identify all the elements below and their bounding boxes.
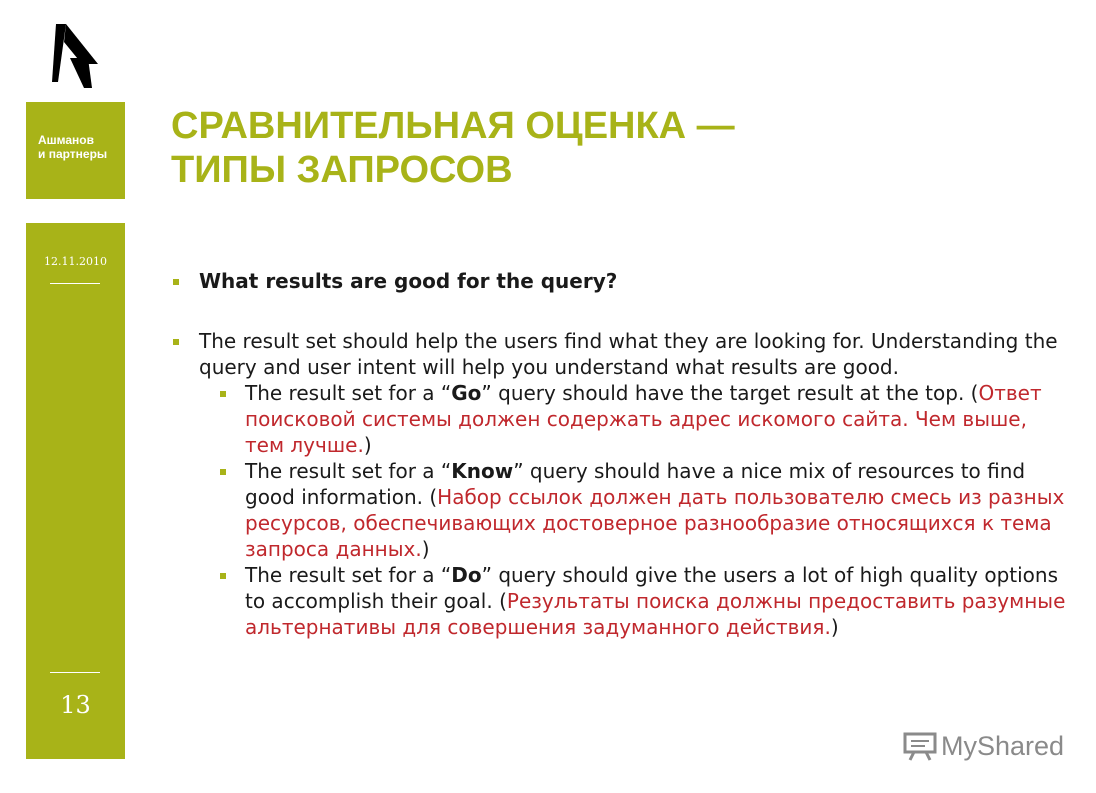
slide-date: 12.11.2010 <box>44 255 107 268</box>
do-post: ” query should give the users a lot of high quality options to accomplish their goal. ( <box>245 563 1058 613</box>
divider <box>50 672 100 673</box>
bullet-icon <box>173 339 179 345</box>
sidebar <box>26 223 125 759</box>
brand-name-line1: Ашманов <box>38 133 95 147</box>
list-item <box>171 328 1071 380</box>
go-post: ” query should have the target result at the top. ( <box>481 381 979 405</box>
divider <box>50 283 100 284</box>
bullet-icon <box>220 573 226 579</box>
bullet-icon <box>220 469 226 475</box>
title-line1: СРАВНИТЕЛЬНАЯ ОЦЕНКА — <box>171 105 735 147</box>
do-end: ) <box>830 615 839 639</box>
do-pre: The result set for a “ <box>245 563 452 587</box>
list-item-do <box>171 562 1071 640</box>
brand-box <box>26 102 125 199</box>
go-pre: The result set for a “ <box>245 381 452 405</box>
list-item-know <box>171 458 1071 562</box>
question-text: What results are good for the query? <box>199 269 618 293</box>
list-item-go <box>171 380 1071 458</box>
go-keyword: Go <box>451 381 482 405</box>
know-pre: The result set for a “ <box>245 459 452 483</box>
item-text: The result set should help the users find what they are looking for. Understanding the query and user intent will help you understand what results are good. <box>199 329 1058 379</box>
bullet-icon <box>173 279 179 285</box>
company-logo-icon <box>52 24 98 88</box>
title-line2: ТИПЫ ЗАПРОСОВ <box>171 149 513 191</box>
slide-title <box>171 104 735 192</box>
watermark <box>903 729 1064 763</box>
presentation-board-icon <box>903 731 937 761</box>
bullet-list <box>171 268 1071 640</box>
do-russian: Результаты поиска должны предоставить разумные альтернативы для совершения задуманного действия. <box>245 589 1066 639</box>
list-item <box>171 268 1071 294</box>
know-keyword: Know <box>451 459 514 483</box>
watermark-text: MyShared <box>941 730 1065 761</box>
know-russian: Набор ссылок должен дать пользователю смесь из разных ресурсов, обеспечивающих достоверное разнообразие относящихся к тема запроса данных. <box>245 485 1065 561</box>
go-russian: Ответ поисковой системы должен содержать адрес искомого сайта. Чем выше, тем лучше. <box>245 381 1042 457</box>
page-number: 13 <box>60 691 91 719</box>
bullet-icon <box>220 391 226 397</box>
go-end: ) <box>363 433 372 457</box>
brand-name-line2: и партнеры <box>38 147 108 161</box>
know-post: ” query should have a nice mix of resources to find good information. ( <box>245 459 1026 509</box>
do-keyword: Do <box>451 563 482 587</box>
know-end: ) <box>421 537 430 561</box>
